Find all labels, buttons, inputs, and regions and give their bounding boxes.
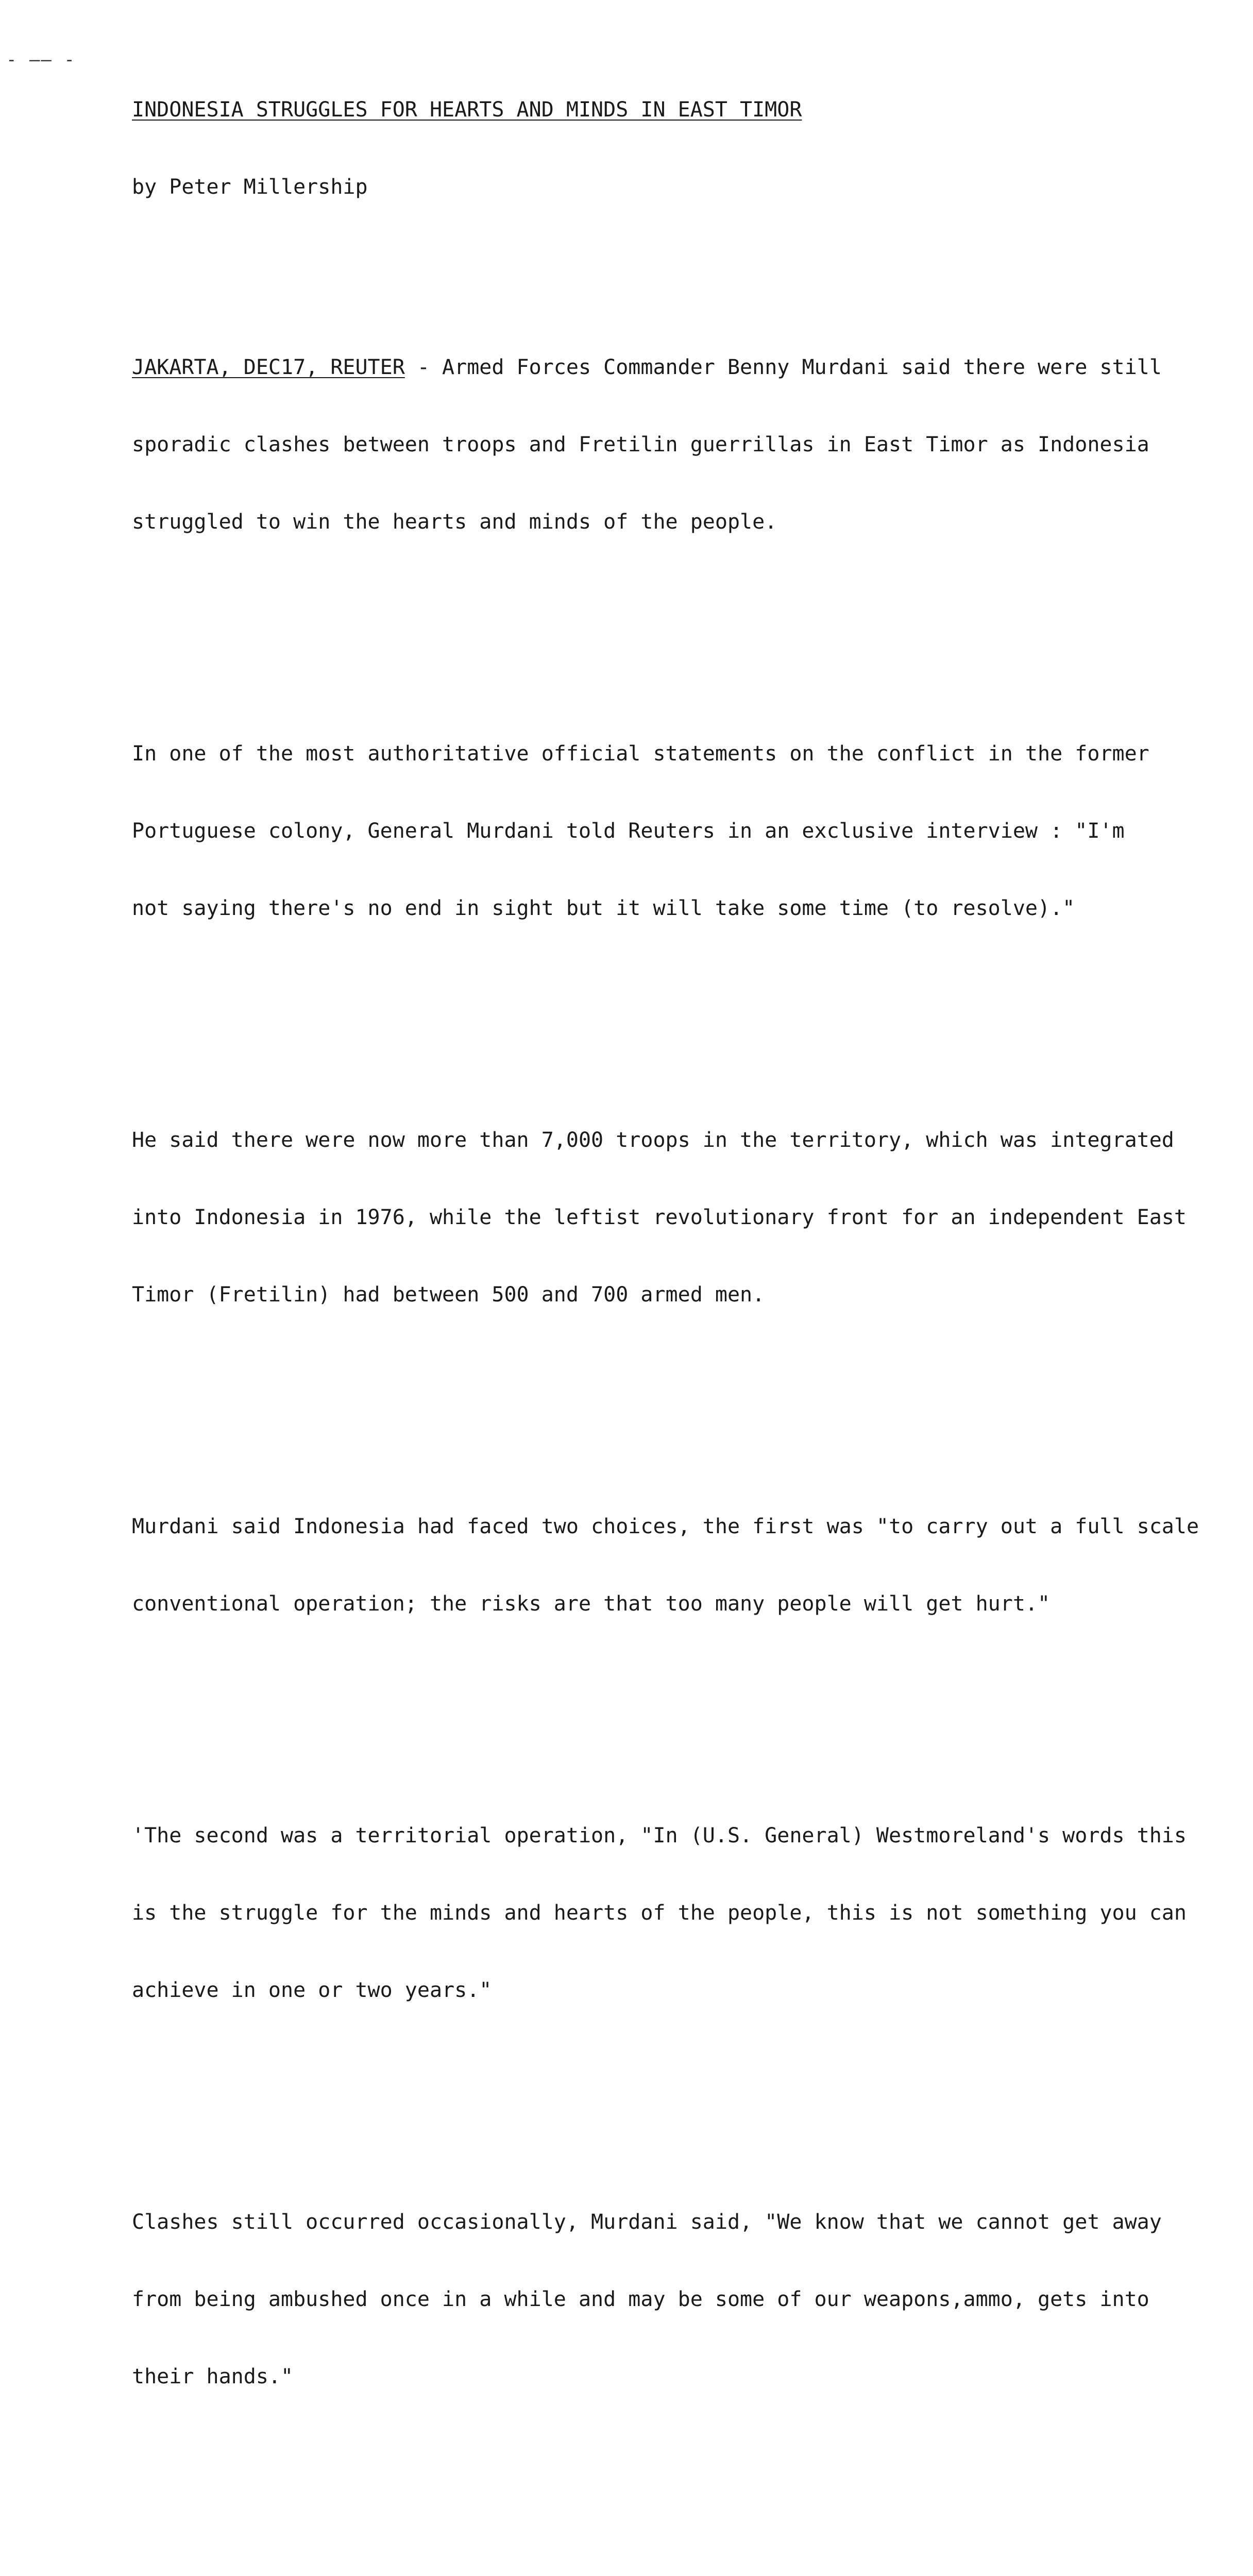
dateline: JAKARTA, DEC17, REUTER bbox=[132, 355, 405, 379]
paragraph-line: sporadic clashes between troops and Fretilin guerrillas in East Timor as Indonesia bbox=[132, 433, 1149, 456]
article-body bbox=[132, 45, 1245, 2576]
paragraph-line: 'The second was a territorial operation, "In (U.S. General) Westmoreland's words this bbox=[132, 1824, 1187, 1848]
article-byline: by Peter Millership bbox=[132, 175, 368, 199]
paragraph bbox=[132, 2158, 1245, 2441]
paragraph-line: Clashes still occurred occasionally, Murdani said, "We know that we cannot get away bbox=[132, 2210, 1162, 2234]
paragraph bbox=[132, 303, 1245, 586]
paragraph-line: In one of the most authoritative official statements on the conflict in the former bbox=[132, 742, 1149, 766]
paragraph-line: Portuguese colony, General Murdani told Reuters in an exclusive interview : "I'm bbox=[132, 819, 1125, 843]
paragraph bbox=[132, 689, 1245, 973]
paragraph-line: achieve in one or two years." bbox=[132, 1978, 492, 2002]
article-title: INDONESIA STRUGGLES FOR HEARTS AND MINDS IN EAST TIMOR bbox=[132, 98, 802, 122]
paragraph-line: He said there were now more than 7,000 troops in the territory, which was integrated bbox=[132, 1128, 1174, 1152]
paragraph-line: - Armed Forces Commander Benny Murdani said there were still bbox=[404, 355, 1162, 379]
paragraph-line: into Indonesia in 1976, while the leftist revolutionary front for an independent East bbox=[132, 1206, 1187, 1229]
paragraph bbox=[132, 1076, 1245, 1359]
paragraph bbox=[132, 2544, 1245, 2576]
paragraph-line: not saying there's no end in sight but it will take some time (to resolve)." bbox=[132, 896, 1075, 920]
paragraph-line: is the struggle for the minds and hearts of the people, this is not something you can bbox=[132, 1901, 1187, 1925]
paragraph bbox=[132, 1462, 1245, 1668]
paragraph bbox=[132, 1771, 1245, 2055]
paragraph-line: Murdani said Indonesia had faced two choices, the first was "to carry out a full scale bbox=[132, 1515, 1199, 1538]
paragraph-line: their hands." bbox=[132, 2365, 294, 2388]
paragraph-line: Timor (Fretilin) had between 500 and 700 armed men. bbox=[132, 1283, 765, 1307]
paragraph-line: struggled to win the hearts and minds of the people. bbox=[132, 510, 777, 534]
paragraph-line: conventional operation; the risks are that too many people will get hurt." bbox=[132, 1592, 1051, 1616]
margin-mark: - —— - bbox=[6, 49, 76, 70]
paragraph-line: from being ambushed once in a while and may be some of our weapons,ammo, gets into bbox=[132, 2287, 1149, 2311]
